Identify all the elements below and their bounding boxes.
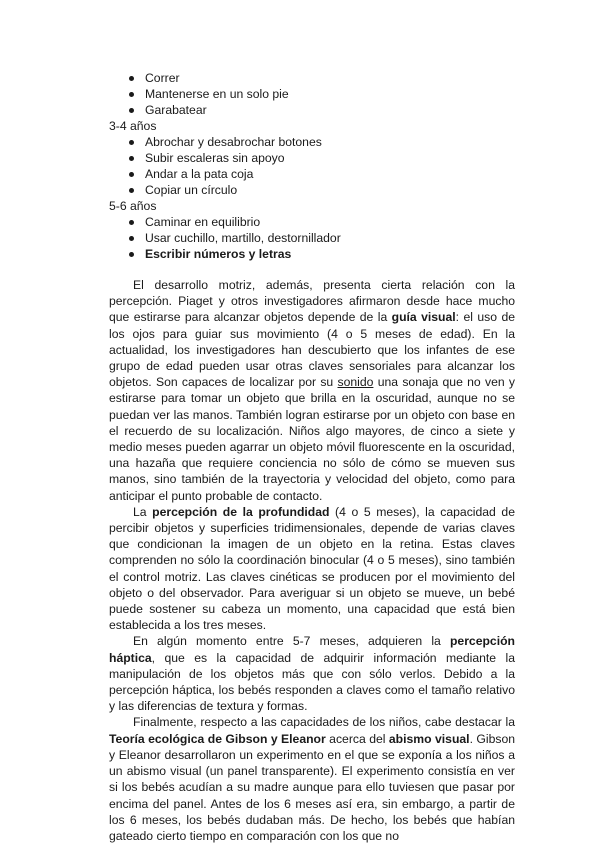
age-group-label-3-4: 3-4 años bbox=[109, 119, 157, 133]
list-item: Mantenerse en un solo pie bbox=[109, 86, 515, 102]
paragraph-haptic-perception: En algún momento entre 5-7 meses, adquieren la percepción háptica, que es la capacidad de adquirir información mediante la manipulación de los objetos más que con sólo verlos. Debido a la percepción háptica, los bebés responden a claves como el tamaño relativo y las diferencias de textura y formas. bbox=[109, 634, 515, 714]
bullet-icon bbox=[129, 140, 134, 145]
bullet-list-3-4 bbox=[109, 134, 515, 198]
bullet-icon bbox=[129, 236, 134, 241]
bullet-icon bbox=[129, 156, 134, 161]
document-page bbox=[109, 70, 515, 844]
bullet-icon bbox=[129, 172, 134, 177]
paragraph-visual-cliff: Finalmente, respecto a las capacidades de los niños, cabe destacar la Teoría ecológica de Gibson y Eleanor acerca del abismo visual. Gibson y Eleanor desarrollaron un experimento en el que se exponía a los niños a un abismo visual (un panel transparente). El experimento consistía en ver si los bebés acudían a su madre aunque para ello tuviesen que pasar por encima del panel. Antes de los 6 meses así era, sin embargo, a partir de los 6 meses, los bebés dudaban más. De hecho, los bebés que habían gateado cierto tiempo en comparación con los que no bbox=[109, 715, 515, 843]
list-item: Correr bbox=[109, 70, 515, 86]
bullet-list-intro bbox=[109, 70, 515, 118]
list-item: Usar cuchillo, martillo, destornillador bbox=[109, 230, 515, 246]
bullet-icon bbox=[129, 76, 134, 81]
paragraph-motor-perception: El desarrollo motriz, además, presenta cierta relación con la percepción. Piaget y otros investigadores afirmaron desde hace mucho que estirarse para alcanzar objetos depende de la guía visual: el uso de los ojos para guiar sus movimiento (4 o 5 meses de edad). En la actualidad, los investigadores han descubierto que los infantes de ese grupo de edad pueden usar otras claves sensoriales para alcanzar los objetos. Son capaces de localizar por su sonido una sonaja que no ven y estirarse para tomar un objeto que brilla en la oscuridad, aunque no se puedan ver las manos. También logran estirarse por un objeto con base en el recuerdo de su localización. Niños algo mayores, de cinco a siete y medio meses pueden agarrar un objeto móvil fluorescente en la oscuridad, una hazaña que requiere conciencia no sólo de cómo se mueven sus manos, sino también de la trayectoria y velocidad del objeto, como para anticipar el punto probable de contacto. bbox=[109, 278, 516, 503]
bullet-icon bbox=[129, 108, 134, 113]
list-item: Caminar en equilibrio bbox=[109, 214, 515, 230]
bullet-icon bbox=[129, 92, 134, 97]
list-item: Garabatear bbox=[109, 102, 515, 118]
list-item: Copiar un círculo bbox=[109, 182, 515, 198]
bullet-icon bbox=[129, 188, 134, 193]
spacer bbox=[109, 262, 515, 277]
list-item: Escribir números y letras bbox=[109, 246, 515, 262]
list-item: Subir escaleras sin apoyo bbox=[109, 150, 515, 166]
age-group-label-5-6: 5-6 años bbox=[109, 199, 157, 213]
list-item: Andar a la pata coja bbox=[109, 166, 515, 182]
bullet-list-5-6 bbox=[109, 214, 515, 262]
paragraph-depth-perception: La percepción de la profundidad (4 o 5 meses), la capacidad de percibir objetos y superficies tridimensionales, depende de varias claves que condicionan la imagen de un objeto en la retina. Estas claves comprenden no sólo la coordinación binocular (4 o 5 meses), sino también el control motriz. Las claves cinéticas se producen por el movimiento del objeto o del observador. Para averiguar si un objeto se mueve, un bebé puede sostener su cabeza un momento, una capacidad que está bien establecida a los tres meses. bbox=[109, 504, 515, 633]
bullet-icon bbox=[129, 220, 134, 225]
bullet-icon bbox=[129, 252, 134, 257]
list-item: Abrochar y desabrochar botones bbox=[109, 134, 515, 150]
